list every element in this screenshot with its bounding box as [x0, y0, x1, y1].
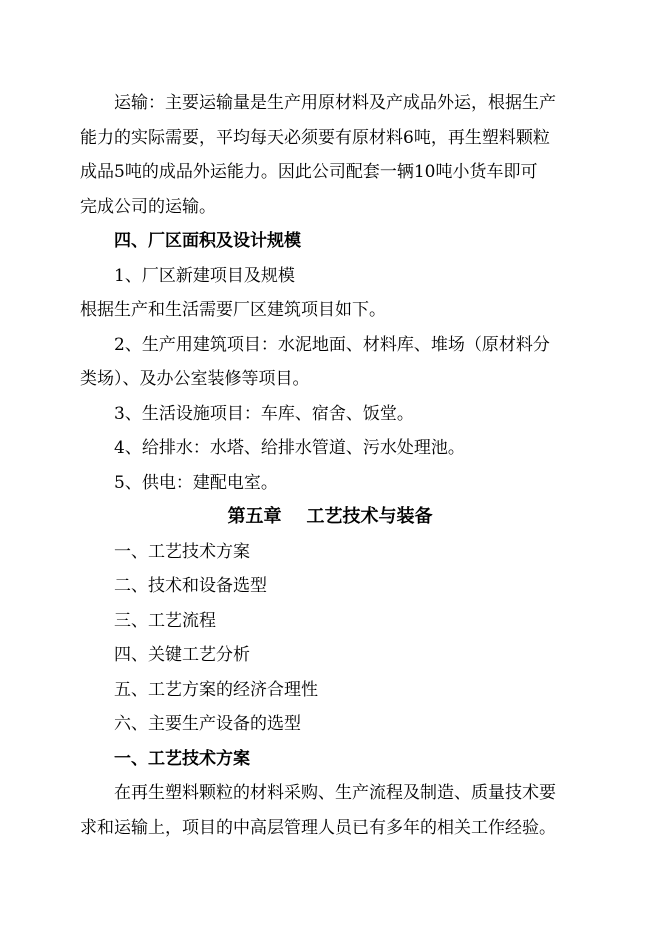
- section-1-paragraph-line-1: 在再生塑料颗粒的材料采购、生产流程及制造、质量技术要: [114, 783, 556, 803]
- toc-item: 三、工艺流程: [114, 610, 216, 631]
- transport-paragraph-line-1: 运输：主要运输量是生产用原材料及产成品外运，根据生产: [114, 93, 556, 113]
- section-4-heading: 四、厂区面积及设计规模: [114, 231, 301, 251]
- toc-item: 二、技术和设备选型: [114, 576, 267, 596]
- transport-paragraph-line-2: 能力的实际需要，平均每天必须要有原材料6吨，再生塑料颗粒: [80, 127, 550, 148]
- document-body: [80, 86, 580, 845]
- chapter-5-title: 第五章 工艺技术与装备: [227, 506, 433, 527]
- list-item-3: 3、生活设施项目：车库、宿舍、饭堂。: [114, 403, 414, 424]
- transport-paragraph-line-3: 成品5吨的成品外运能力。因此公司配套一辆10吨小货车即可: [80, 162, 538, 182]
- list-item-2-line-1: 2、生产用建筑项目：水泥地面、材料库、堆场（原材料分: [114, 334, 550, 355]
- list-item-5: 5、供电：建配电室。: [114, 472, 278, 493]
- toc-item: 五、工艺方案的经济合理性: [114, 679, 318, 700]
- list-item-1-description: 根据生产和生活需要厂区建筑项目如下。: [80, 300, 386, 320]
- toc-item: 一、工艺技术方案: [114, 541, 250, 562]
- list-item-4: 4、给排水：水塔、给排水管道、污水处理池。: [114, 438, 465, 458]
- section-1-heading: 一、工艺技术方案: [114, 748, 250, 769]
- toc-item: 六、主要生产设备的选型: [114, 714, 301, 734]
- list-item-2-line-2: 类场）、及办公室装修等项目。: [80, 369, 310, 389]
- transport-paragraph-line-4: 完成公司的运输。: [80, 196, 216, 217]
- section-1-paragraph-line-2: 求和运输上，项目的中高层管理人员已有多年的相关工作经验。: [80, 817, 556, 838]
- toc-item: 四、关键工艺分析: [114, 645, 250, 665]
- list-item-1: 1、厂区新建项目及规模: [114, 265, 295, 286]
